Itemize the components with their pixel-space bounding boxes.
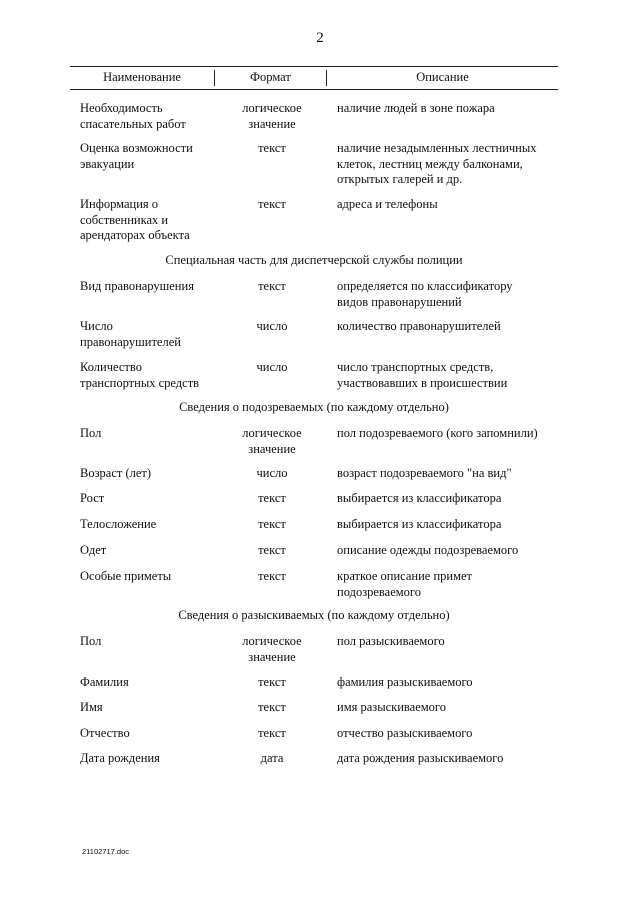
table-cell-description: выбирается из классификатора <box>337 491 502 505</box>
table-cell-description: пол подозреваемого (кого запомнили) <box>337 426 538 440</box>
table-cell-name: Оценка возможности эвакуации <box>80 141 193 171</box>
table-cell-name: Возраст (лет) <box>80 466 152 480</box>
table-cell-description: пол разыскиваемого <box>337 634 445 648</box>
table-cell-description: наличие людей в зоне пожара <box>337 101 495 115</box>
table-cell-name: Отчество <box>80 726 130 740</box>
table-cell-format: логическое значение <box>242 426 302 456</box>
table-cell-format: логическое значение <box>242 634 302 664</box>
table-cell-name: Вид правонарушения <box>80 279 194 293</box>
table-cell-name: Рост <box>80 491 105 505</box>
table-cell-name: Имя <box>80 700 103 714</box>
table-cell-description: имя разыскиваемого <box>337 700 446 714</box>
table-cell-format: текст <box>258 517 286 531</box>
table-cell-description: краткое описание примет подозреваемого <box>337 569 473 599</box>
section-title: Специальная часть для диспетчерской службы полиции <box>165 253 463 267</box>
table-cell-description: количество правонарушителей <box>337 319 501 333</box>
header-format: Формат <box>215 70 327 86</box>
table-cell-name: Число правонарушителей <box>80 319 181 349</box>
table-cell-name: Пол <box>80 634 102 648</box>
table-cell-description: фамилия разыскиваемого <box>337 675 473 689</box>
table-cell-format: текст <box>258 197 286 211</box>
table-cell-format: число <box>256 360 288 374</box>
table-cell-format: дата <box>260 751 284 765</box>
table-cell-description: дата рождения разыскиваемого <box>337 751 504 765</box>
table-cell-name: Пол <box>80 426 102 440</box>
table-cell-format: число <box>256 466 288 480</box>
header-name: Наименование <box>70 70 215 86</box>
table-cell-format: текст <box>258 700 286 714</box>
page-number: 2 <box>316 30 324 46</box>
table-cell-format: текст <box>258 569 286 583</box>
table-header <box>70 66 558 90</box>
table-cell-format: текст <box>258 279 286 293</box>
table-cell-name: Одет <box>80 543 107 557</box>
table-cell-name: Информация о собственниках и арендаторах объекта <box>80 197 190 242</box>
table-cell-name: Количество транспортных средств <box>80 360 200 390</box>
table-cell-format: текст <box>258 491 286 505</box>
file-name: 21102717.doc <box>82 847 129 856</box>
section-title: Сведения о разыскиваемых (по каждому отдельно) <box>178 608 450 622</box>
table-cell-format: текст <box>258 726 286 740</box>
table-cell-name: Дата рождения <box>80 751 160 765</box>
table-cell-description: выбирается из классификатора <box>337 517 502 531</box>
table-cell-description: определяется по классификатору видов правонарушений <box>337 279 513 309</box>
table-cell-name: Телосложение <box>80 517 157 531</box>
table-cell-format: число <box>256 319 288 333</box>
section-title: Сведения о подозреваемых (по каждому отдельно) <box>179 400 449 414</box>
table-cell-description: отчество разыскиваемого <box>337 726 473 740</box>
table-cell-description: описание одежды подозреваемого <box>337 543 519 557</box>
table-cell-description: число транспортных средств, участвовавших в происшествии <box>337 360 508 390</box>
table-cell-description: наличие незадымленных лестничных клеток, лестниц между балконами, открытых галерей и др. <box>337 141 537 186</box>
table-cell-format: текст <box>258 543 286 557</box>
table-cell-name: Необходимость спасательных работ <box>80 101 186 131</box>
table-cell-name: Особые приметы <box>80 569 172 583</box>
table-cell-description: возраст подозреваемого "на вид" <box>337 466 512 480</box>
table-cell-name: Фамилия <box>80 675 129 689</box>
table-cell-format: логическое значение <box>242 101 302 131</box>
table-cell-format: текст <box>258 141 286 155</box>
table-cell-format: текст <box>258 675 286 689</box>
header-description: Описание <box>416 70 469 84</box>
table-cell-description: адреса и телефоны <box>337 197 438 211</box>
